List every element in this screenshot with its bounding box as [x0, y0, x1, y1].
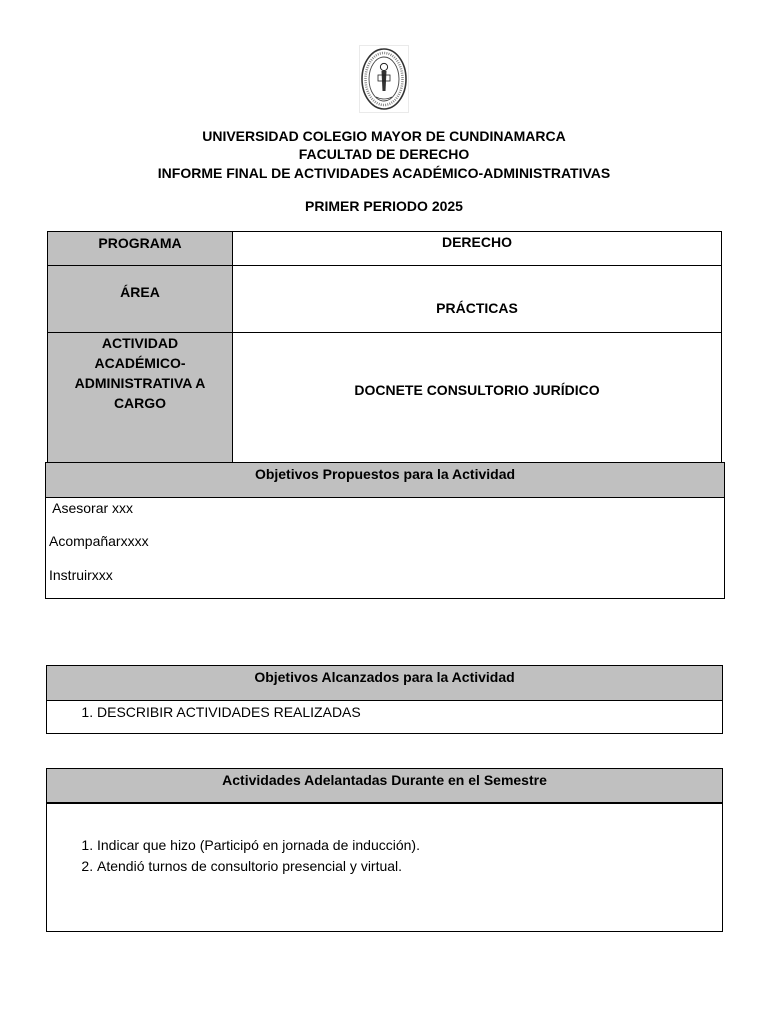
label-programa: PROGRAMA	[48, 232, 233, 266]
list-item: Instruirxxx	[49, 567, 113, 583]
value-area: PRÁCTICAS	[233, 266, 722, 333]
table-row	[48, 266, 722, 333]
university-seal-logo	[359, 45, 409, 113]
table-row	[48, 232, 722, 266]
report-title: INFORME FINAL DE ACTIVIDADES ACADÉMICO-ADMINISTRATIVAS	[157, 165, 611, 181]
value-programa: DERECHO	[233, 232, 722, 266]
list-item: 1. DESCRIBIR ACTIVIDADES REALIZADAS	[97, 702, 722, 723]
objetivos-alcanzados-title: Objetivos Alcanzados para la Actividad	[47, 666, 722, 701]
objetivos-alcanzados-list	[47, 702, 722, 723]
faculty-name: FACULTAD DE DERECHO	[298, 146, 470, 162]
list-item: Asesorar xxx	[49, 500, 134, 516]
label-area: ÁREA	[48, 266, 233, 333]
label-actividad: ACTIVIDAD ACADÉMICO-ADMINISTRATIVA A CARGO	[48, 333, 233, 463]
info-table	[47, 231, 722, 463]
university-name: UNIVERSIDAD COLEGIO MAYOR DE CUNDINAMARCA	[202, 128, 566, 144]
actividades-title: Actividades Adelantadas Durante en el Semestre	[47, 769, 722, 804]
period-title: PRIMER PERIODO 2025	[305, 198, 463, 214]
actividades-list	[47, 835, 722, 877]
objetivos-propuestos-section	[45, 462, 725, 599]
value-actividad: DOCNETE CONSULTORIO JURÍDICO	[233, 333, 722, 463]
actividades-section	[46, 768, 723, 932]
list-item: Acompañarxxxx	[49, 533, 149, 549]
list-item: 1. Indicar que hizo (Participó en jornada de inducción).	[97, 835, 722, 856]
table-row	[48, 333, 722, 463]
objetivos-propuestos-title: Objetivos Propuestos para la Actividad	[46, 463, 724, 498]
list-item: 2. Atendió turnos de consultorio presencial y virtual.	[97, 856, 722, 877]
objetivos-alcanzados-section	[46, 665, 723, 734]
